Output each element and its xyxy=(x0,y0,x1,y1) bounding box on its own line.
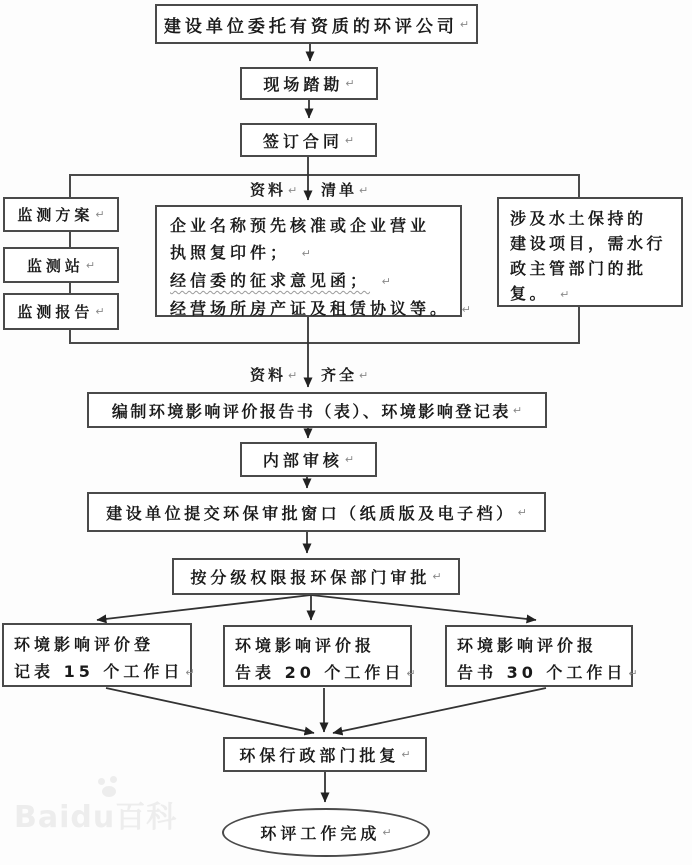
duration-line: 环境影响评价报 xyxy=(457,636,598,655)
return-mark: ↵ xyxy=(185,666,195,679)
node-compile-report: 编制环境影响评价报告书（表）、环境影响登记表 ↵ xyxy=(87,392,547,428)
return-mark: ↵ xyxy=(344,133,355,147)
label-materials-2: 资料 ↵ xyxy=(250,366,298,384)
return-mark: ↵ xyxy=(406,667,416,680)
doc-list-line xyxy=(170,267,460,295)
node-doc-list xyxy=(155,205,471,318)
return-mark: ↵ xyxy=(288,184,298,197)
return-mark: ↵ xyxy=(95,208,105,221)
node-sign-contract: 签订合同 ↵ xyxy=(240,123,377,157)
node-entrust: 建设单位委托有资质的环评公司 ↵ xyxy=(155,4,478,44)
duration-line: 告书 30 个工作日 ↵ xyxy=(457,659,631,687)
label-complete: 齐全 ↵ xyxy=(321,366,369,384)
node-monitor-plan: 监测方案 ↵ xyxy=(3,197,119,232)
node-tiered-approval: 按分级权限报环保部门审批 ↵ xyxy=(172,558,460,595)
return-mark: ↵ xyxy=(512,403,523,417)
return-mark: ↵ xyxy=(459,17,470,31)
return-mark: ↵ xyxy=(401,748,411,761)
doc-list-line: 企业名称预先核准或企业营业 xyxy=(170,216,431,235)
node-internal-review: 内部审核 ↵ xyxy=(240,442,377,477)
duration-line: 环境影响评价登 xyxy=(14,635,155,654)
duration-line: 环境影响评价报 xyxy=(235,636,376,655)
water-note-line: 复。 ↵ xyxy=(510,281,681,307)
node-monitor-report: 监测报告 ↵ xyxy=(3,293,119,330)
return-mark: ↵ xyxy=(85,258,96,272)
duration-line: 告表 20 个工作日 ↵ xyxy=(235,659,410,687)
doc-list-line: 执照复印件； ↵ xyxy=(170,239,460,267)
return-mark: ↵ xyxy=(288,369,298,382)
water-note-line: 建设项目，需水行 xyxy=(510,234,667,253)
return-mark: ↵ xyxy=(95,305,105,318)
node-report-form-20 xyxy=(223,625,416,687)
baidu-watermark: Baidu百科 xyxy=(14,800,178,835)
node-eia-complete: 环评工作完成 ↵ xyxy=(222,808,430,857)
node-site-survey: 现场踏勘 ↵ xyxy=(240,67,378,100)
node-epa-approval: 环保行政部门批复 ↵ xyxy=(223,737,427,772)
return-mark: ↵ xyxy=(301,247,311,260)
misspelled-underline-text: 经信委的征求意见函； xyxy=(170,271,371,290)
return-mark: ↵ xyxy=(359,184,369,197)
return-mark: ↵ xyxy=(345,77,355,90)
node-submit-window: 建设单位提交环保审批窗口（纸质版及电子档） ↵ xyxy=(87,492,546,532)
doc-list-line-tail xyxy=(370,271,391,290)
duration-line: 记表 15 个工作日 ↵ xyxy=(14,658,190,686)
return-mark: ↵ xyxy=(344,453,355,466)
node-water-conservation-note xyxy=(497,197,683,307)
return-mark: ↵ xyxy=(382,826,392,839)
label-list: 清单 ↵ xyxy=(321,181,369,199)
label-materials-1: 资料 ↵ xyxy=(250,181,298,199)
node-report-book-30 xyxy=(445,625,638,687)
return-mark: ↵ xyxy=(560,288,570,301)
return-mark: ↵ xyxy=(517,505,527,519)
paw-icon xyxy=(96,778,126,798)
node-registration-form-15 xyxy=(2,623,195,687)
water-note-line: 政主管部门的批 xyxy=(510,259,647,278)
return-mark: ↵ xyxy=(461,303,471,316)
return-mark: ↵ xyxy=(381,275,391,288)
doc-list-line: 经营场所房产证及租赁协议等。 ↵ xyxy=(170,295,460,323)
node-monitor-station: 监测站 ↵ xyxy=(3,247,119,283)
water-note-line: 涉及水土保持的 xyxy=(510,209,647,228)
return-mark: ↵ xyxy=(628,667,638,680)
return-mark: ↵ xyxy=(359,369,369,382)
return-mark: ↵ xyxy=(432,570,442,583)
